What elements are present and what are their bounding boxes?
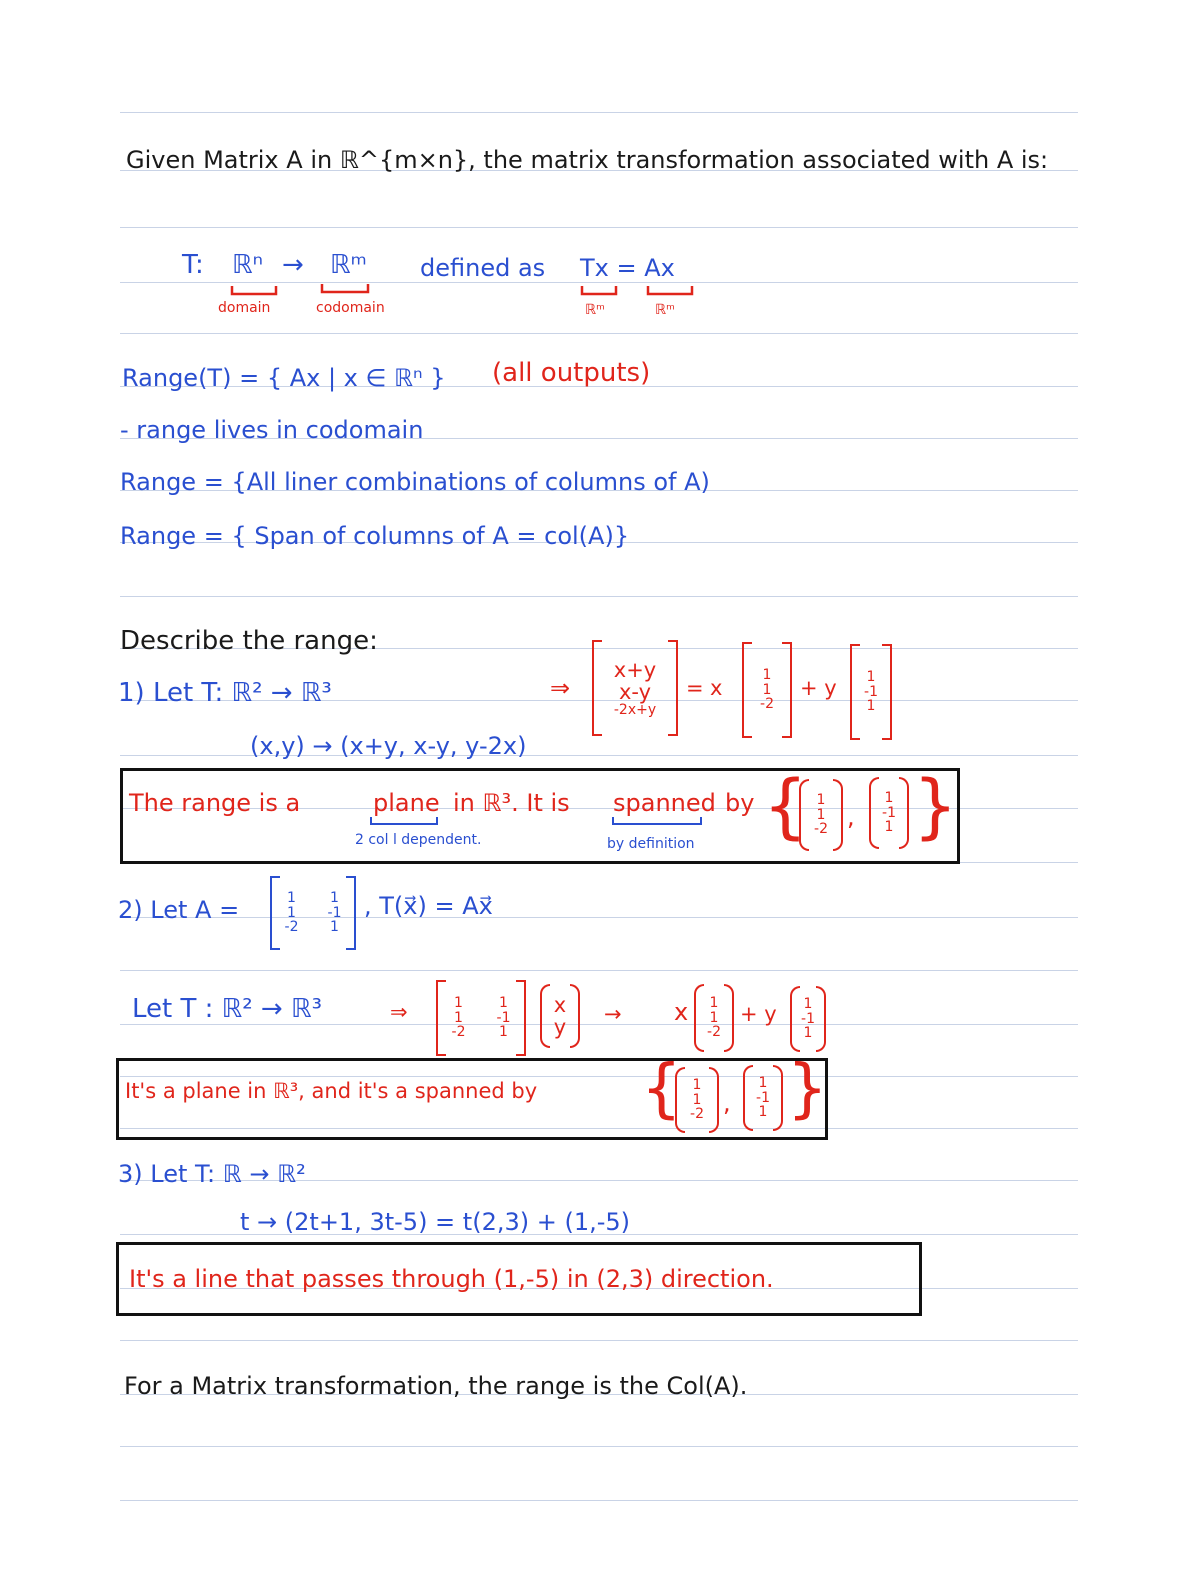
- ex1-span-v2-1: -1: [882, 804, 896, 821]
- ex1-col-1: [742, 642, 792, 738]
- ex2-let: Let T : ℝ² → ℝ³: [132, 994, 322, 1024]
- range-line-4: Range = { Span of columns of A = col(A)}: [120, 522, 630, 550]
- ex2-col-2: [790, 986, 826, 1052]
- ex1-box-by: by: [725, 789, 755, 817]
- ex1-box-text-a: The range is a: [129, 789, 301, 817]
- ex2-m-1-1: -1: [496, 1009, 511, 1026]
- ex1-span-v1-2: -2: [814, 821, 828, 838]
- ex1-span-v2: [869, 777, 909, 849]
- ex1-underbraces: [369, 815, 759, 833]
- ex1-span-v1-1: 1: [816, 806, 826, 823]
- ex2-m-2-0: -2: [451, 1024, 466, 1041]
- ex1-span-close-brace: }: [913, 765, 958, 847]
- range-line-3: Range = {All liner combinations of columns of A): [120, 468, 710, 496]
- ex1-x-coef: x: [710, 676, 723, 700]
- ex1-box-text-b: in ℝ³. It is: [453, 789, 570, 817]
- ex2-m-0-1: 1: [499, 994, 508, 1011]
- ex1-col1-1: 1: [762, 681, 772, 698]
- ex2-answer-box: [116, 1052, 828, 1140]
- ex2-col1-0: 1: [709, 994, 719, 1011]
- ex1-span-v2-0: 1: [884, 789, 894, 806]
- under-ax: ℝᵐ: [655, 302, 675, 318]
- ex2-a-2-0: -2: [284, 919, 299, 936]
- range-line-2: - range lives in codomain: [120, 416, 424, 444]
- ex2-col1-1: 1: [709, 1009, 719, 1026]
- range-line-1-note: (all outputs): [492, 358, 651, 388]
- conclusion: For a Matrix transformation, the range is the Col(A).: [124, 1372, 748, 1400]
- ex1-note-spanned: by definition: [607, 836, 695, 852]
- under-tx: ℝᵐ: [585, 302, 605, 318]
- ex1-span-v1: [799, 779, 843, 851]
- ex2-span-v2: [743, 1065, 783, 1131]
- ex1-col2-1: -1: [864, 683, 878, 700]
- ex2-col2-0: 1: [803, 995, 813, 1012]
- ex2-a-1-1: -1: [327, 904, 342, 921]
- ex2-xy-1: y: [553, 1015, 567, 1039]
- ex2-m-2-1: 1: [499, 1024, 508, 1041]
- ex2-span-v1-1: 1: [692, 1091, 702, 1108]
- domain-note: domain: [218, 300, 271, 316]
- arrow: →: [282, 250, 304, 280]
- defined-as: defined as: [420, 254, 546, 282]
- ex2-plus-y: + y: [740, 1002, 777, 1026]
- ex2-a-2-1: 1: [330, 919, 339, 936]
- ex1-output-vector: [592, 640, 678, 736]
- ex2-col1-2: -2: [707, 1024, 721, 1041]
- describe-heading: Describe the range:: [120, 626, 378, 656]
- ex1-mapping: (x,y) → (x+y, x-y, y-2x): [250, 732, 527, 760]
- ex2-label: 2) Let A =: [118, 896, 240, 924]
- ex2-col2-2: 1: [803, 1025, 813, 1042]
- ex2-span-v1: [675, 1067, 719, 1133]
- ex2-x-coef: x: [674, 998, 689, 1026]
- ex1-col1-0: 1: [762, 666, 772, 683]
- ex1-col2-2: 1: [866, 698, 876, 715]
- ex2-span-comma: ,: [723, 1089, 731, 1117]
- ex1-col2-0: 1: [866, 668, 876, 685]
- ex2-a-0-1: 1: [330, 889, 339, 906]
- ex3-label: 3) Let T: ℝ → ℝ²: [118, 1160, 306, 1188]
- ex1-span-comma: ,: [847, 803, 855, 831]
- ex2-span-close-brace: }: [787, 1052, 828, 1126]
- ex1-col-2: [850, 644, 892, 740]
- ex2-col-1: [694, 984, 734, 1052]
- range-line-1: Range(T) = { Ax | x ∈ ℝⁿ }: [122, 364, 446, 392]
- ex1-implies: ⇒: [550, 674, 571, 702]
- ex3-box-text: It's a line that passes through (1,-5) in (2,3) direction.: [129, 1265, 774, 1293]
- ex1-vec-2: -2x+y: [613, 701, 657, 718]
- ex1-col1-2: -2: [760, 696, 774, 713]
- ex3-answer-box: [116, 1242, 922, 1316]
- ex1-vec-0: x+y: [613, 657, 657, 682]
- intro-text: Given Matrix A in ℝ^{m×n}, the matrix transformation associated with A is:: [126, 146, 1049, 174]
- ex1-span-v2-2: 1: [884, 819, 894, 836]
- ex2-span-v2-2: 1: [758, 1104, 768, 1121]
- ex3-mapping: t → (2t+1, 3t-5) = t(2,3) + (1,-5): [240, 1208, 631, 1236]
- ex2-span-open-brace: {: [641, 1052, 682, 1126]
- ex1-box-spanned: spanned: [613, 789, 716, 817]
- ex2-xy-0: x: [553, 992, 567, 1017]
- codomain-space: ℝᵐ: [330, 250, 367, 280]
- ex1-label: 1) Let T: ℝ² → ℝ³: [118, 678, 332, 708]
- ex2-m-0-0: 1: [454, 994, 463, 1011]
- ex2-matrix-a: [270, 876, 356, 950]
- formula: Tx = Ax: [580, 254, 675, 282]
- codomain-note: codomain: [316, 300, 385, 316]
- ex2-box-text: It's a plane in ℝ³, and it's a spanned by: [125, 1079, 538, 1103]
- ex1-answer-box: [120, 765, 960, 864]
- ex2-after: , T(x⃗) = Ax⃗: [364, 892, 493, 920]
- ex2-span-v1-0: 1: [692, 1076, 702, 1093]
- ex1-box-plane: plane: [373, 789, 440, 817]
- ex1-note-plane: 2 col l dependent.: [355, 832, 482, 848]
- ex2-span-v2-1: -1: [756, 1089, 770, 1106]
- ex2-maps: →: [604, 1002, 622, 1026]
- ex1-span-open-brace: {: [763, 765, 808, 847]
- ex2-span-v2-0: 1: [758, 1074, 768, 1091]
- ex2-a-0-0: 1: [287, 889, 296, 906]
- ex2-a-1-0: 1: [287, 904, 296, 921]
- ex1-plus-y: + y: [800, 676, 837, 700]
- ex2-span-v1-2: -2: [690, 1106, 704, 1123]
- ex1-eq: =: [686, 676, 704, 700]
- ex1-span-v1-0: 1: [816, 791, 826, 808]
- ex2-implies: ⇒: [390, 1000, 408, 1024]
- domain-space: ℝⁿ: [232, 250, 263, 280]
- ex2-matrix-red: [436, 980, 526, 1056]
- underbraces: [230, 284, 700, 304]
- ex2-m-1-0: 1: [454, 1009, 463, 1026]
- ex1-vec-1: x-y: [618, 679, 652, 704]
- ex2-col2-1: -1: [801, 1010, 815, 1027]
- t-label: T:: [182, 250, 204, 280]
- ex2-xy-vector: [540, 984, 580, 1048]
